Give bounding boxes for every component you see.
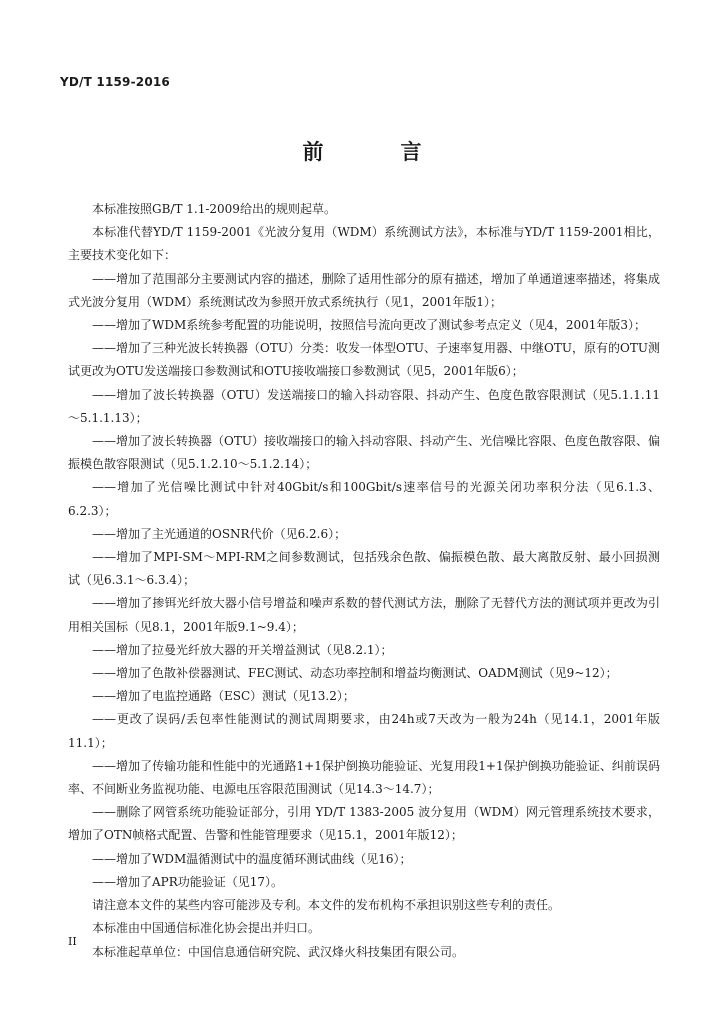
- list-item: ——增加了主光通道的OSNR代价（见6.2.6）；: [92, 526, 347, 541]
- list-item: ——增加了光信噪比测试中针对40Gbit/s和100Gbit/s速率信号的光源关闭功率积分法（见6.1.3、6.2.3）；: [68, 480, 660, 518]
- list-item: ——删除了网管系统功能验证部分，引用 YD/T 1383-2005 波分复用（WDM）网元管理系统技术要求，增加了OTN帧格式配置、告警和性能管理要求（见15.1，2001年版12）；: [68, 805, 660, 843]
- page-number: II: [68, 935, 77, 948]
- list-item: ——增加了APR功能验证（见17）。: [92, 874, 284, 889]
- list-item: ——增加了传输功能和性能中的光通路1+1保护倒换功能验证、光复用段1+1保护倒换功能验证、纠前误码率、不间断业务监视功能、电源电压容限范围测试（见14.3～14.7）；: [68, 758, 660, 797]
- list-item: ——增加了三种光波长转换器（OTU）分类：收发一体型OTU、子速率复用器、中继OTU，原有的OTU测试更改为OTU发送端接口参数测试和OTU接收端接口参数测试（见5，2001年版6）；: [68, 341, 660, 379]
- list-item: ——增加了WDM温循测试中的温度循环测试曲线（见16）；: [92, 851, 412, 866]
- list-item: ——增加了电监控通路（ESC）测试（见13.2）；: [92, 689, 355, 704]
- list-item: ——增加了掺铒光纤放大器小信号增益和噪声系数的替代测试方法，删除了无替代方法的测试项并更改为引用相关国标（见8.1，2001年版9.1~9.4）；: [68, 596, 660, 634]
- list-item: ——增加了波长转换器（OTU）接收端接口的输入抖动容限、抖动产生、光信噪比容限、色度色散容限、偏振模色散容限测试（见5.1.2.10～5.1.2.14）；: [68, 434, 660, 472]
- paragraph: 本标准按照GB/T 1.1-2009给出的规则起草。: [92, 202, 336, 216]
- paragraph: 本标准由中国通信标准化协会提出并归口。: [92, 921, 321, 936]
- paragraph: 本标准代替YD/T 1159-2001《光波分复用（WDM）系统测试方法》，本标准与YD/T 1159-2001相比，主要技术变化如下：: [68, 225, 660, 263]
- list-item: ——更改了误码/丢包率性能测试的测试周期要求，由24h或7天改为一般为24h（见14.1，2001年版11.1）；: [68, 712, 660, 750]
- paragraph: 本标准起草单位：中国信息通信研究院、武汉烽火科技集团有限公司。: [92, 944, 465, 959]
- document-id: YD/T 1159-2016: [60, 75, 170, 89]
- list-item: ——增加了波长转换器（OTU）发送端接口的输入抖动容限、抖动产生、色度色散容限测试（见5.1.1.11～5.1.1.13）；: [68, 387, 660, 425]
- paragraph: 请注意本文件的某些内容可能涉及专利。本文件的发布机构不承担识别这些专利的责任。: [92, 898, 561, 913]
- list-item: ——增加了MPI-SM～MPI-RM之间参数测试，包括残余色散、偏振模色散、最大离散反射、最小回损测试（见6.3.1～6.3.4）；: [68, 550, 660, 588]
- list-item: ——增加了拉曼光纤放大器的开关增益测试（见8.2.1）；: [92, 642, 393, 657]
- list-item: ——增加了WDM系统参考配置的功能说明，按照信号流向更改了测试参考点定义（见4，2001年版3）；: [92, 318, 647, 333]
- list-item: ——增加了色散补偿器测试、FEC测试、动态功率控制和增益均衡测试、OADM测试（见9~12）；: [92, 666, 618, 681]
- document-body: [68, 198, 660, 964]
- list-item: ——增加了范围部分主要测试内容的描述，删除了适用性部分的原有描述，增加了单通道速率描述，将集成式光波分复用（WDM）系统测试改为参照开放式系统执行（见1，2001年版1）；: [68, 271, 660, 309]
- page-title: 前 言: [302, 140, 450, 164]
